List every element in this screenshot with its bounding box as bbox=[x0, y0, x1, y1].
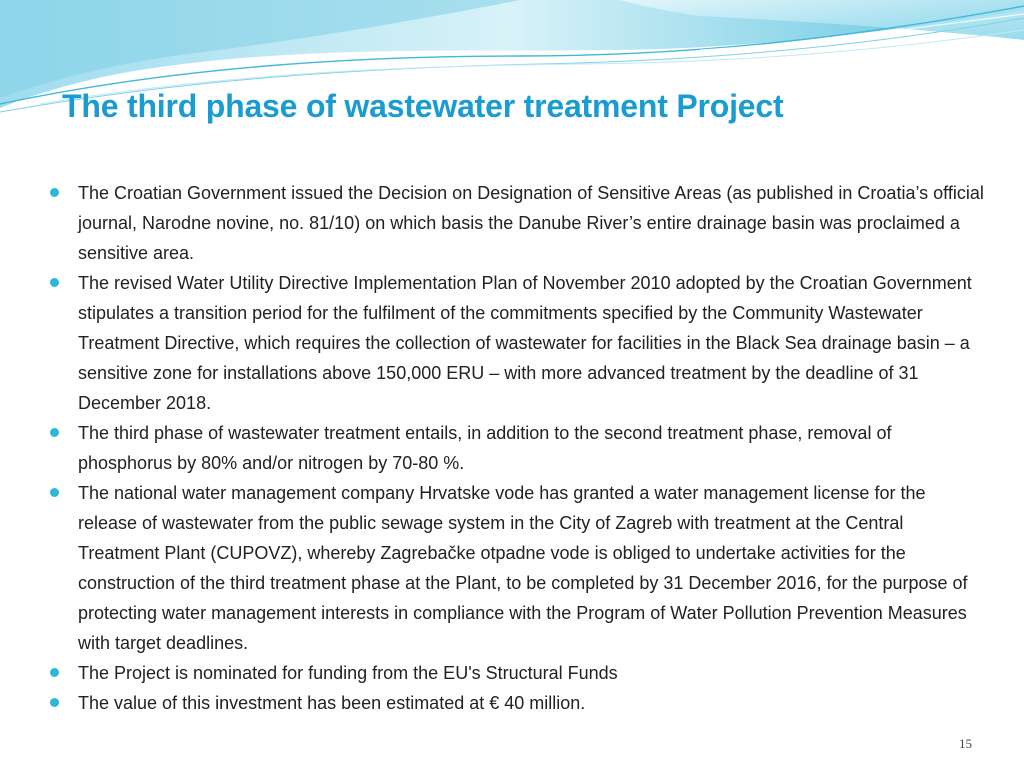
bullet-text: The Project is nominated for funding from the EU's Structural Funds bbox=[78, 663, 618, 683]
bullet-text: The revised Water Utility Directive Implementation Plan of November 2010 adopted by the Croatian Government stipulates a transition period for the fulfilment of the commitments specified by the Community Wastewater Treatment Directive, which requires the collection of wastewater for facilities in the Black Sea drainage basin – a sensitive zone for installations above 150,000 ERU – with more advanced treatment by the deadline of 31 December 2018. bbox=[78, 273, 972, 413]
bullet-text: The value of this investment has been estimated at € 40 million. bbox=[78, 693, 586, 713]
bullet-icon bbox=[50, 428, 59, 437]
bullet-text: The Croatian Government issued the Decision on Designation of Sensitive Areas (as published in Croatia’s official journal, Narodne novine, no. 81/10) on which basis the Danube River’s entire drainage basin was proclaimed a sensitive area. bbox=[78, 183, 984, 263]
bullet-item-investment-value bbox=[48, 688, 988, 718]
bullet-item-license bbox=[48, 478, 988, 658]
bullet-item-designation bbox=[48, 178, 988, 268]
bullet-text: The third phase of wastewater treatment entails, in addition to the second treatment phase, removal of phosphorus by 80% and/or nitrogen by 70-80 %. bbox=[78, 423, 892, 473]
bullet-icon bbox=[50, 188, 59, 197]
bullet-icon bbox=[50, 278, 59, 287]
page-number: 15 bbox=[959, 736, 972, 751]
bullet-item-implementation-plan bbox=[48, 268, 988, 418]
bullet-icon bbox=[50, 488, 59, 497]
bullet-icon bbox=[50, 668, 59, 677]
bullet-icon bbox=[50, 698, 59, 707]
bullet-item-funding bbox=[48, 658, 988, 688]
bullet-list bbox=[48, 178, 988, 718]
slide-title: The third phase of wastewater treatment Project bbox=[62, 88, 784, 124]
bullet-item-third-phase bbox=[48, 418, 988, 478]
bullet-text: The national water management company Hrvatske vode has granted a water management license for the release of wastewater from the public sewage system in the City of Zagreb with treatment at the Central Treatment Plant (CUPOVZ), whereby Zagrebačke otpadne vode is obliged to undertake activities for the construction of the third treatment phase at the Plant, to be completed by 31 December 2016, for the purpose of protecting water management interests in compliance with the Program of Water Pollution Prevention Measures with target deadlines. bbox=[78, 483, 968, 653]
